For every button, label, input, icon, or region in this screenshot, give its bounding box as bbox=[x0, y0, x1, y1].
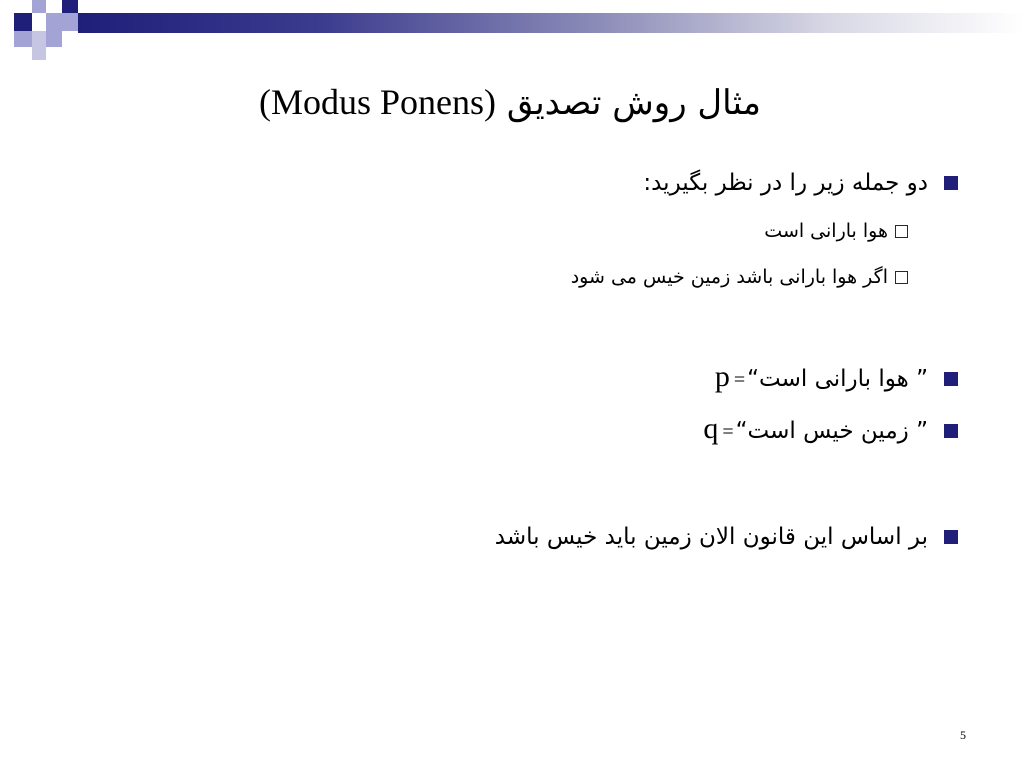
page-number: 5 bbox=[960, 728, 966, 742]
hollow-square-icon bbox=[895, 225, 908, 238]
bullet-square-icon bbox=[944, 530, 958, 544]
bullet-text: دو جمله زیر را در نظر بگیرید: bbox=[643, 170, 928, 196]
title-persian: مثال روش تصدیق bbox=[506, 83, 761, 123]
definition-text bbox=[709, 362, 928, 395]
definition-text bbox=[697, 414, 928, 447]
sub-bullet-item bbox=[208, 218, 908, 244]
definition-item bbox=[258, 414, 958, 447]
definition-value: ” هوا بارانی است“ bbox=[747, 366, 928, 392]
title-english: (Modus Ponens) bbox=[259, 82, 497, 122]
bullet-item bbox=[258, 168, 958, 198]
sub-bullet-item bbox=[208, 264, 908, 290]
definition-item bbox=[258, 362, 958, 395]
variable-q: q bbox=[703, 412, 719, 445]
equals-sign: = bbox=[722, 421, 734, 443]
definition-value: ” زمین خیس است“ bbox=[735, 418, 928, 444]
equals-sign: = bbox=[733, 369, 746, 391]
sub-bullet-text: هوا بارانی است bbox=[764, 220, 888, 242]
variable-p: p bbox=[714, 360, 730, 393]
conclusion-item bbox=[258, 522, 958, 552]
conclusion-text: بر اساس این قانون الان زمین باید خیس باشد bbox=[494, 524, 928, 550]
hollow-square-icon bbox=[895, 271, 908, 284]
sub-bullet-text: اگر هوا بارانی باشد زمین خیس می شود bbox=[570, 266, 888, 288]
bullet-square-icon bbox=[944, 372, 958, 386]
bullet-square-icon bbox=[944, 424, 958, 438]
bullet-square-icon bbox=[944, 176, 958, 190]
